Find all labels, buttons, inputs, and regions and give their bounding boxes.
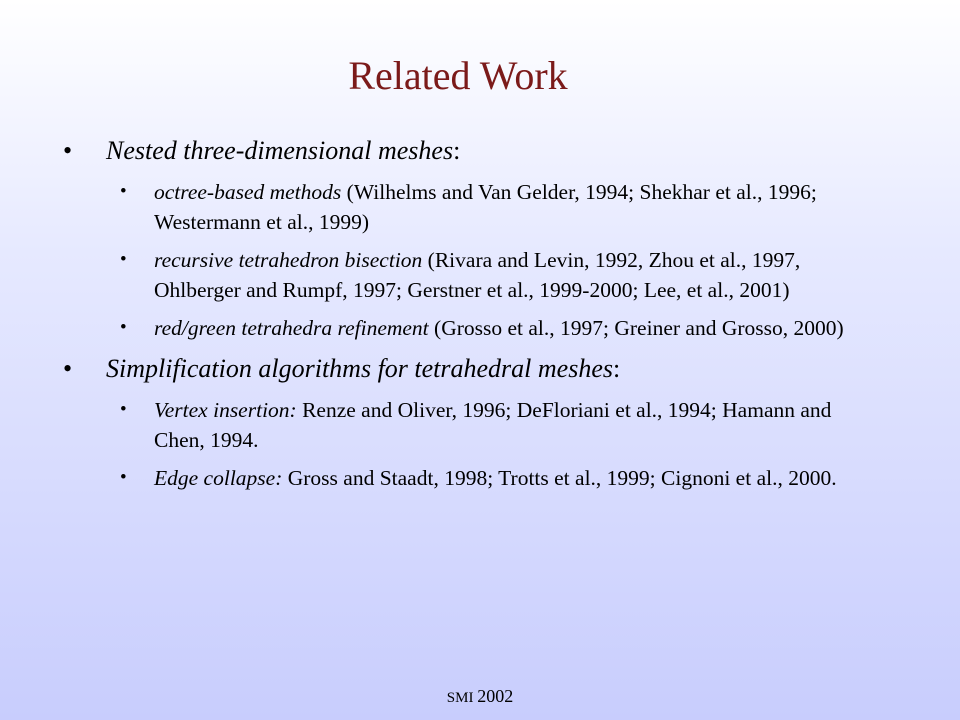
bullet-dot: • bbox=[120, 249, 127, 270]
sub-bullet-text: (Rivara and Levin, 1992, Zhou et al., 1997, Ohlberger and Rumpf, 1997; Gerstner et al., 1999-2000; Lee, et al., 2001) bbox=[154, 248, 801, 302]
bullet-simplification bbox=[0, 351, 960, 387]
sub-bullet-bisection bbox=[0, 245, 864, 305]
bullet-dot: • bbox=[120, 399, 127, 420]
sub-bullet-term: Vertex insertion: bbox=[154, 398, 297, 422]
bullet-dot: • bbox=[63, 136, 73, 165]
sub-bullet-edge-collapse bbox=[0, 463, 864, 493]
sub-bullet-vertex-insertion bbox=[0, 395, 864, 455]
slide-content bbox=[0, 133, 960, 501]
bullet-dot: • bbox=[120, 181, 127, 202]
sub-bullet-red-green bbox=[0, 313, 864, 343]
sub-bullet-term: Edge collapse: bbox=[154, 466, 283, 490]
slide-footer bbox=[0, 686, 960, 707]
bullet-heading-colon: : bbox=[453, 136, 461, 165]
sub-bullet-octree bbox=[0, 177, 864, 237]
bullet-dot: • bbox=[63, 354, 73, 383]
bullet-dot: • bbox=[120, 467, 127, 488]
footer-conference: SMI bbox=[446, 690, 478, 706]
bullet-heading: Simplification algorithms for tetrahedral meshes bbox=[106, 354, 613, 383]
bullet-nested-meshes bbox=[0, 133, 960, 169]
sub-bullet-text: (Grosso et al., 1997; Greiner and Grosso, 2000) bbox=[428, 316, 844, 340]
sub-bullet-term: recursive tetrahedron bisection bbox=[154, 248, 423, 272]
sub-bullet-term: octree-based methods bbox=[154, 180, 342, 204]
bullet-dot: • bbox=[120, 317, 127, 338]
bullet-heading: Nested three-dimensional meshes bbox=[106, 136, 454, 165]
sub-bullet-text: Gross and Staadt, 1998; Trotts et al., 1999; Cignoni et al., 2000. bbox=[282, 466, 837, 490]
footer-year: 2002 bbox=[477, 686, 514, 706]
sub-bullet-term: red/green tetrahedra refinement bbox=[154, 316, 429, 340]
slide-title: Related Work bbox=[348, 53, 568, 98]
bullet-heading-colon: : bbox=[613, 354, 621, 383]
sub-bullet-text: Renze and Oliver, 1996; DeFloriani et al., 1994; Hamann and Chen, 1994. bbox=[154, 398, 832, 452]
sub-bullet-text: (Wilhelms and Van Gelder, 1994; Shekhar et al., 1996; Westermann et al., 1999) bbox=[154, 180, 817, 234]
